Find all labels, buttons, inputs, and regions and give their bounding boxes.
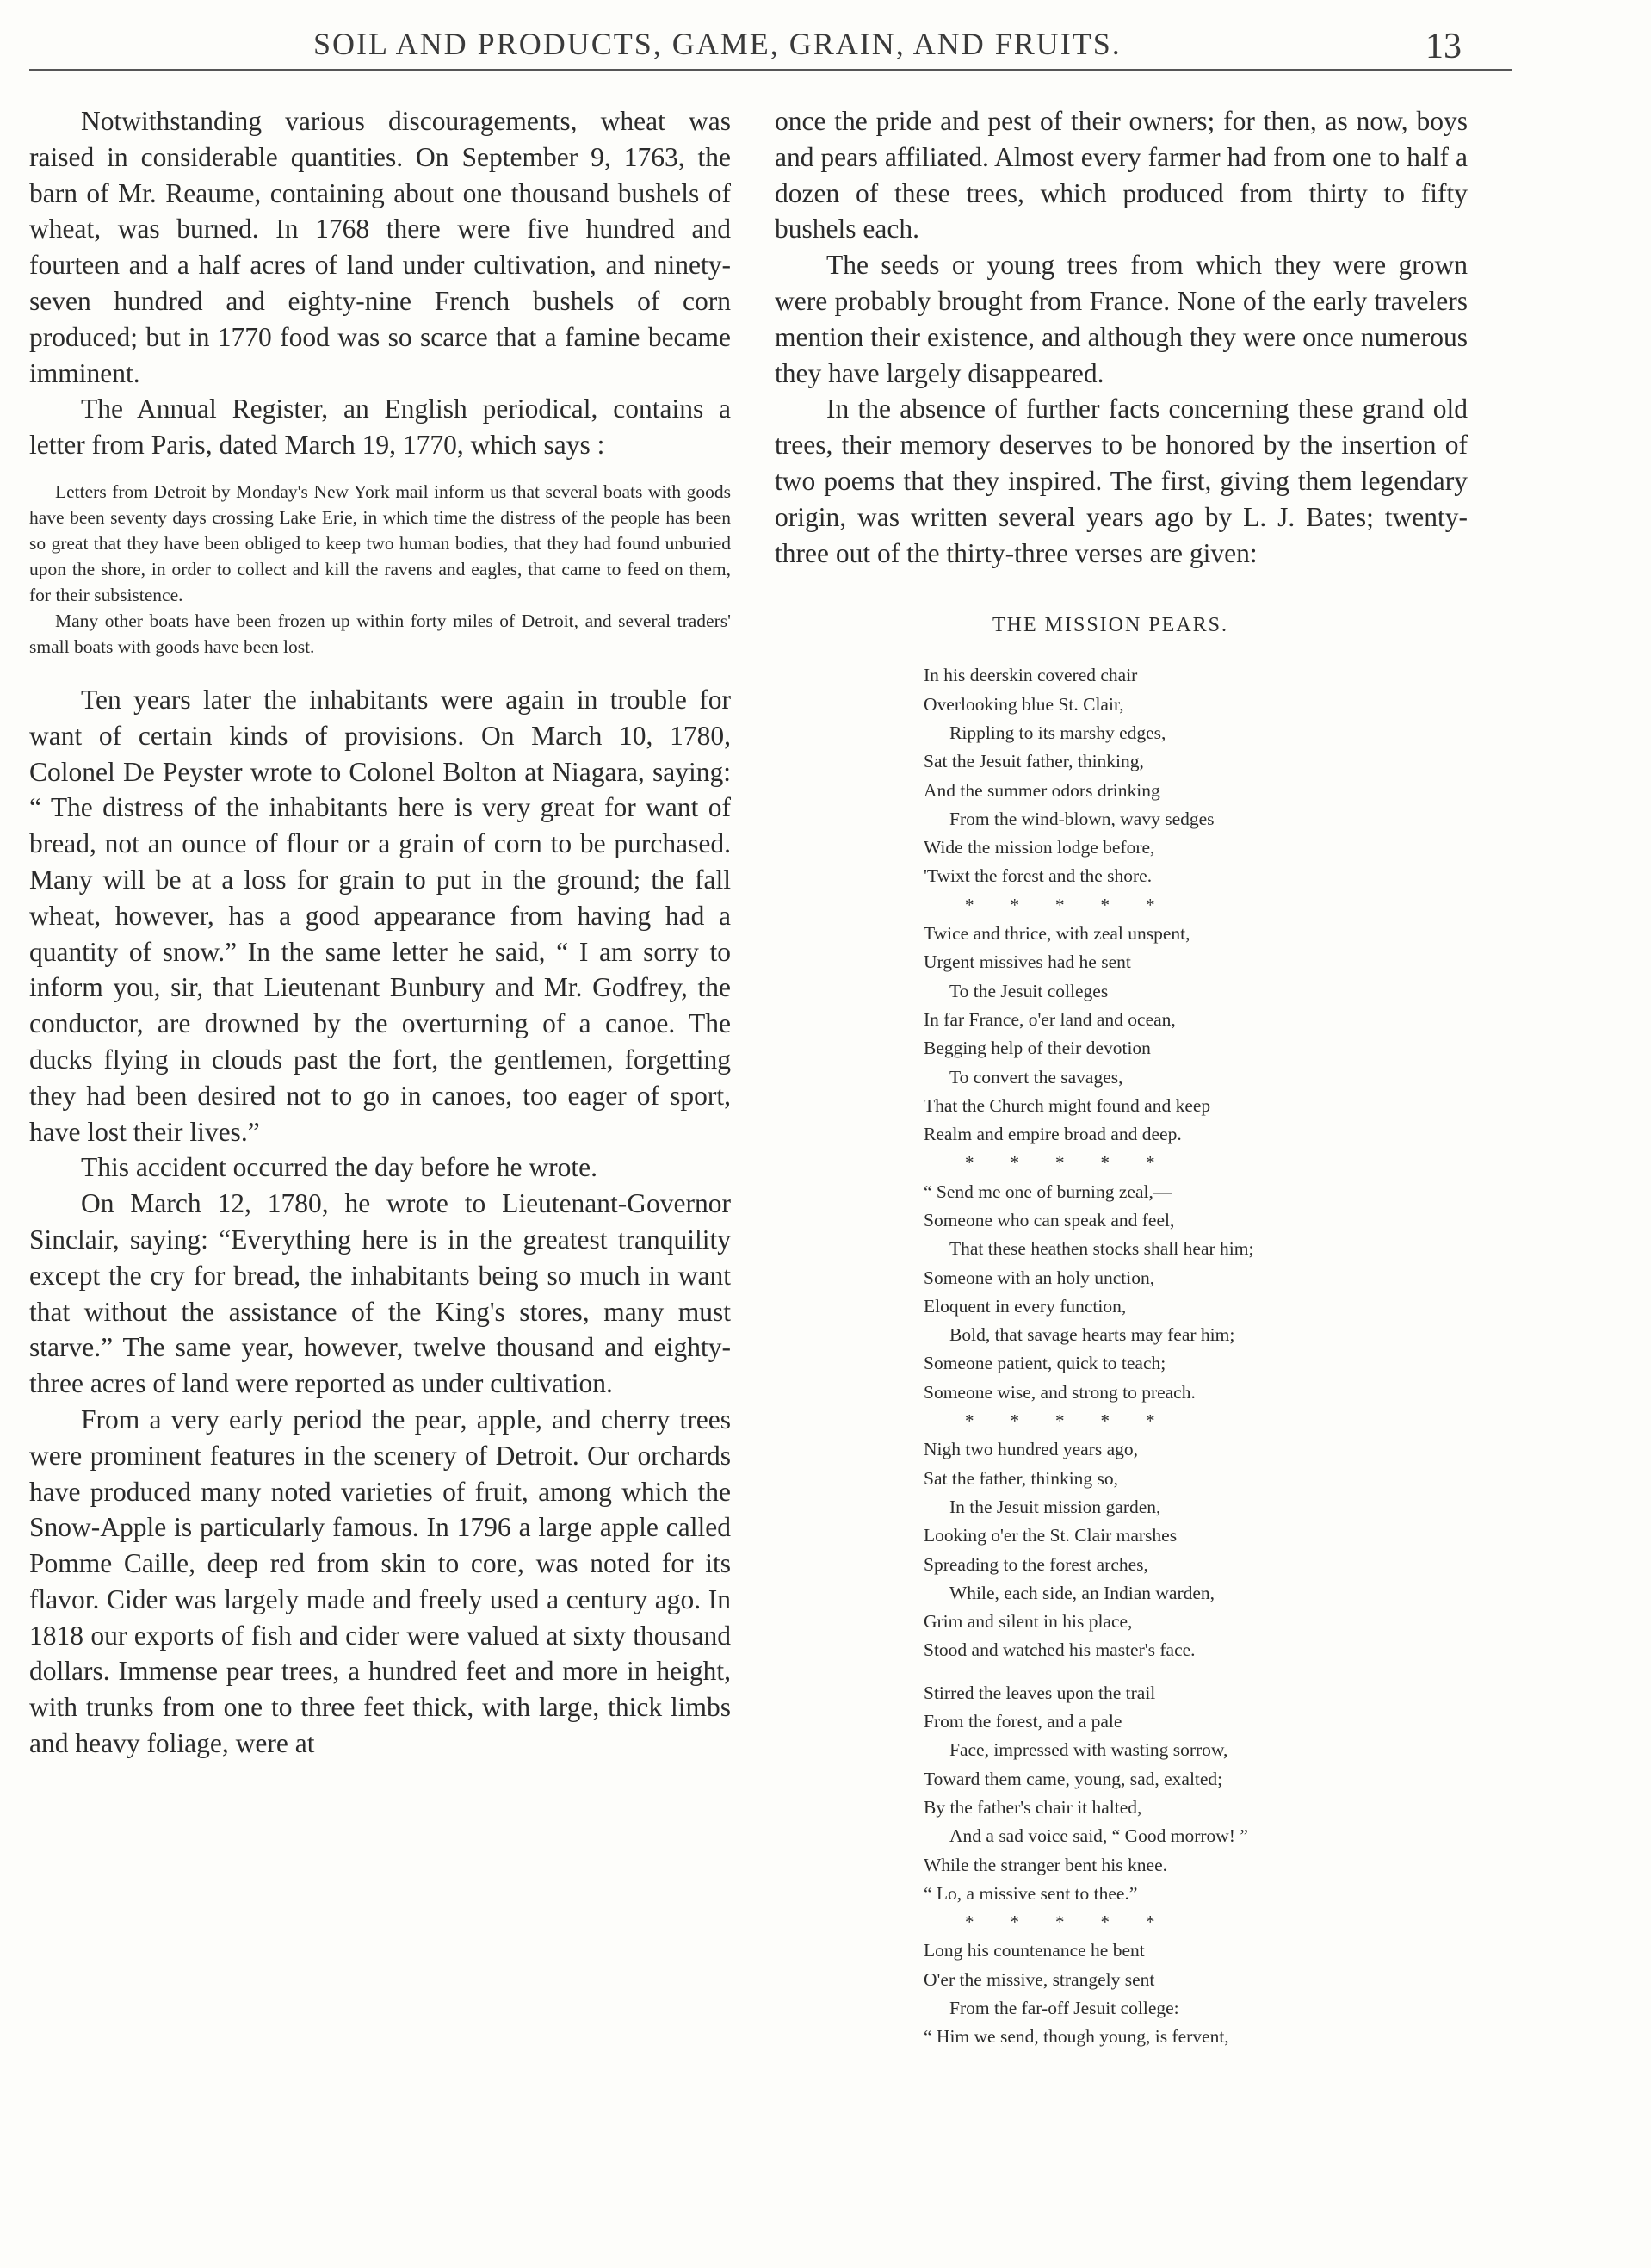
poem-line: From the forest, and a pale xyxy=(924,1711,1122,1732)
poem-line: Sat the Jesuit father, thinking, xyxy=(924,751,1144,772)
poem-line: To the Jesuit colleges xyxy=(949,980,1109,1001)
poem-line: That these heathen stocks shall hear him; xyxy=(949,1238,1254,1260)
poem-line: “ Send me one of burning zeal,— xyxy=(924,1180,1172,1202)
poem-line: By the father's chair it halted, xyxy=(924,1796,1142,1818)
poem-line: Someone with an holy unction, xyxy=(924,1267,1155,1288)
stanza-separator: * * * * * xyxy=(965,1912,1155,1933)
poem-line: Toward them came, young, sad, exalted; xyxy=(924,1768,1223,1789)
poem-line: Overlooking blue St. Clair, xyxy=(924,693,1124,715)
poem-line: Rippling to its marshy edges, xyxy=(949,722,1166,743)
running-header xyxy=(29,26,1510,71)
paragraph: Notwithstanding various discouragements, wheat was raised in considerable quantities. On September 9, 1763, the barn of Mr. Reaume, containing about one thousand bushels of wheat, was burned. In 1768 there were five hundred and fourteen and a half acres of land under cultivation, and ninety-seven hundred and eighty-nine French bushels of corn produced; but in 1770 food was so scarce that a famine became imminent. xyxy=(29,106,731,388)
poem-line: Stood and watched his master's face. xyxy=(924,1639,1196,1661)
poem-line: Grim and silent in his place, xyxy=(924,1611,1133,1633)
poem-line: Looking o'er the St. Clair marshes xyxy=(924,1525,1178,1546)
poem-line: “ Lo, a missive sent to thee.” xyxy=(924,1882,1138,1904)
poem-line: Stirred the leaves upon the trail xyxy=(924,1682,1156,1703)
poem-line: From the wind-blown, wavy sedges xyxy=(949,808,1215,829)
poem-line: To convert the savages, xyxy=(949,1066,1123,1088)
right-column xyxy=(775,103,1468,2052)
header-rule xyxy=(29,69,1512,71)
stanza-separator: * * * * * xyxy=(965,1152,1155,1174)
poem-line: From the far-off Jesuit college: xyxy=(949,1998,1179,2019)
poem-line: While, each side, an Indian warden, xyxy=(949,1582,1215,1603)
paragraph: The Annual Register, an English periodical, contains a letter from Paris, dated March 19, 1770, which says : xyxy=(29,393,731,461)
quote-paragraph: Many other boats have been frozen up within forty miles of Detroit, and several traders' small boats with goods have been lost. xyxy=(29,610,731,657)
poem-line: Someone who can speak and feel, xyxy=(924,1210,1175,1230)
poem-line: O'er the missive, strangely sent xyxy=(924,1968,1155,1990)
poem-title: THE MISSION PEARS. xyxy=(992,614,1229,637)
poem-line: In the Jesuit mission garden, xyxy=(949,1496,1161,1517)
stanza-separator: * * * * * xyxy=(965,1410,1155,1432)
paragraph: In the absence of further facts concerning these grand old trees, their memory deserves to be honored by the insertion of two poems that they inspired. The first, giving them legendary origin, was written several years ago by L. J. Bates; twenty-three out of the thirty-three verses are given: xyxy=(775,393,1468,568)
poem-line: Spreading to the forest arches, xyxy=(924,1553,1148,1575)
poem-line: Twice and thrice, with zeal unspent, xyxy=(924,923,1190,945)
running-title: SOIL AND PRODUCTS, GAME, GRAIN, AND FRUITS. xyxy=(313,27,1122,61)
paragraph: This accident occurred the day before he wrote. xyxy=(81,1152,597,1183)
poem-line: Someone wise, and strong to preach. xyxy=(924,1381,1196,1403)
poem-line: Urgent missives had he sent xyxy=(924,951,1131,973)
poem-line: In far France, o'er land and ocean, xyxy=(924,1008,1176,1030)
paragraph: From a very early period the pear, apple, and cherry trees were prominent features in the scenery of Detroit. Our orchards have produced many noted varieties of fruit, among which the Snow-Apple is particularly famous. In 1796 a large apple called Pomme Caille, deep red from skin to core, was noted for its flavor. Cider was largely made and freely used a century ago. In 1818 our exports of fish and cider were valued at sixty thousand dollars. Immense pear trees, a hundred feet and more in height, with trunks from one to three feet thick, with large, thick limbs and heavy foliage, were at xyxy=(29,1404,731,1759)
poem-line: Begging help of their devotion xyxy=(924,1038,1151,1059)
stanza-separator: * * * * * xyxy=(965,894,1155,915)
left-column xyxy=(29,103,731,1762)
poem-line: 'Twixt the forest and the shore. xyxy=(924,865,1153,887)
poem-line: And a sad voice said, “ Good morrow! ” xyxy=(949,1825,1248,1847)
paragraph: On March 12, 1780, he wrote to Lieutenant-Governor Sinclair, saying: “Everything here is in the greatest tranquility except the cry for bread, the inhabitants being so much in want that without the assistance of the King's stores, many must starve.” The same year, however, twelve thousand and eighty-three acres of land were reported as under cultivation. xyxy=(29,1188,731,1399)
poem-line: Face, impressed with wasting sorrow, xyxy=(949,1739,1228,1761)
poem-line: And the summer odors drinking xyxy=(924,779,1160,801)
poem-line: Realm and empire broad and deep. xyxy=(924,1124,1182,1145)
paragraph: The seeds or young trees from which they were grown were probably brought from France. None of the early travelers mention their existence, and although they were once numerous they have largely disappeared. xyxy=(775,250,1468,388)
poem xyxy=(924,661,1468,2051)
poem-line: Eloquent in every function, xyxy=(924,1295,1127,1317)
paragraph: once the pride and pest of their owners; for then, as now, boys and pears affiliated. Almost every farmer had from one to half a dozen of these trees, which produced from thirty to fifty bushels each. xyxy=(775,106,1468,245)
poem-line: Sat the father, thinking so, xyxy=(924,1467,1119,1489)
poem-line: Bold, that savage hearts may fear him; xyxy=(949,1324,1235,1346)
block-quote xyxy=(29,479,731,660)
poem-line: Nigh two hundred years ago, xyxy=(924,1439,1138,1460)
poem-line: Someone patient, quick to teach; xyxy=(924,1353,1166,1374)
poem-line: While the stranger bent his knee. xyxy=(924,1854,1167,1875)
paragraph: Ten years later the inhabitants were again in trouble for want of certain kinds of provisions. On March 10, 1780, Colonel De Peyster wrote to Colonel Bolton at Niagara, saying: “ The distress of the inhabitants here is very great for want of bread, not an ounce of flour or a grain of corn to be purchased. Many will be at a loss for grain to put in the ground; the fall wheat, however, has a good appearance from having had a quantity of snow.” In the same letter he said, “ I am sorry to inform you, sir, that Lieutenant Bunbury and Mr. Godfrey, the conductor, are drowned by the overturning of a canoe. The ducks flying in clouds past the fort, the gentlemen, forgetting they had been desired not to go in canoes, too eager of sport, have lost their lives.” xyxy=(29,684,731,1147)
poem-line: That the Church might found and keep xyxy=(924,1094,1211,1116)
poem-line: Wide the mission lodge before, xyxy=(924,837,1155,858)
page-number: 13 xyxy=(1425,27,1462,66)
poem-line: In his deerskin covered chair xyxy=(924,665,1138,686)
poem-line: Long his countenance he bent xyxy=(924,1940,1145,1961)
quote-paragraph: Letters from Detroit by Monday's New York mail inform us that several boats with goods have been seventy days crossing Lake Erie, in which time the distress of the people has been so great that they have been obliged to keep two human bodies, that they had found unburied upon the shore, in order to collect and kill the ravens and eagles, that came to feed on them, for their subsistence. xyxy=(29,480,731,605)
poem-line: “ Him we send, though young, is fervent, xyxy=(924,2026,1229,2048)
